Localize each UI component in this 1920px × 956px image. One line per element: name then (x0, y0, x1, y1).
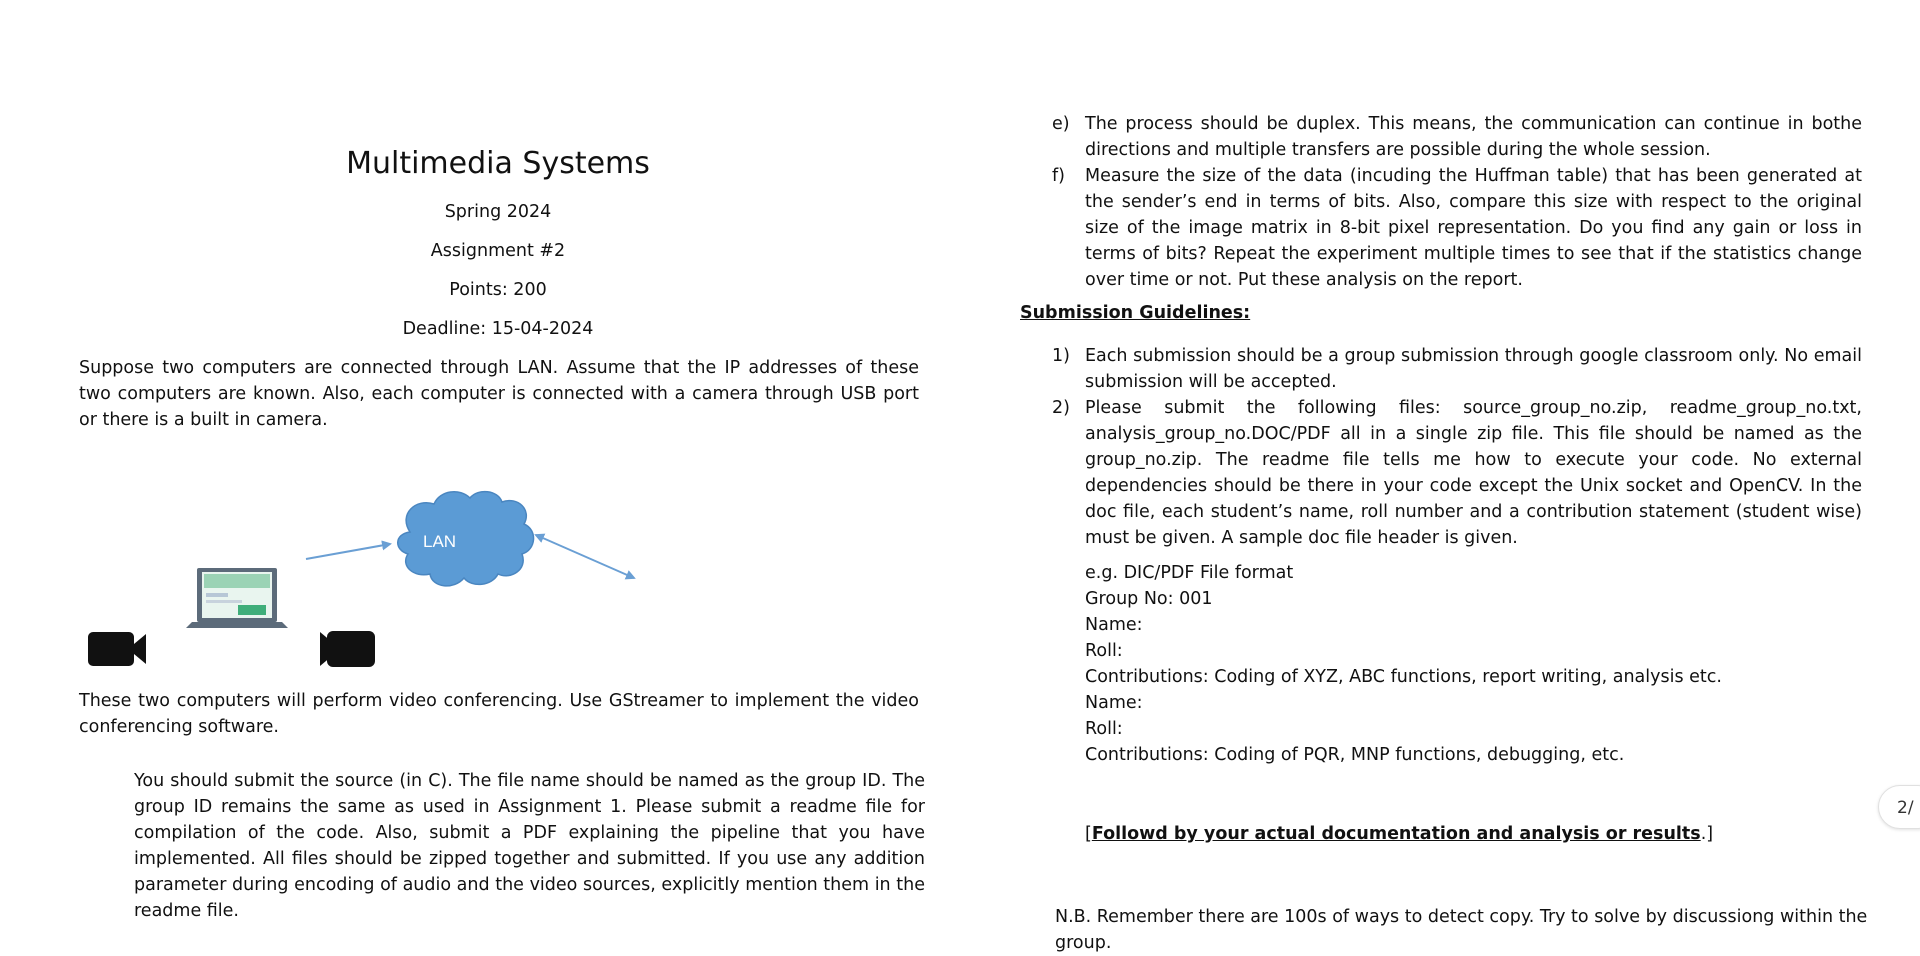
list-text: The process should be duplex. This means, the communication can continue in bothe directions and multiple transfers are possible during the whole session. (1085, 114, 1862, 160)
sample-line: Roll: (1085, 641, 1123, 661)
sample-doc-header (1085, 560, 1722, 768)
points-label: Points: 200 (449, 280, 547, 300)
sample-line: e.g. DIC/PDF File format (1085, 563, 1294, 583)
followed-by-text: Followd by your actual documentation and analysis or results (1091, 824, 1701, 844)
lan-cloud-label: LAN (423, 532, 457, 551)
followed-bracket-close: .] (1700, 824, 1714, 844)
arrow-to-lan (306, 544, 390, 559)
sample-line: Name: (1085, 693, 1143, 713)
list-marker: 1) (1052, 346, 1070, 366)
list-text: Measure the size of the data (incuding the Huffman table) that has been generated at the sender’s end in terms of bits. Also, compare this size with respect to the original size of the image matrix in 8-bit pixel representation. Do you find any gain or loss in terms of bits? Repeat the experiment multiple times to see that if the statistics change over time or not. Put these analysis on the report. (1085, 166, 1862, 290)
assignment-label: Assignment #2 (430, 241, 566, 261)
camera-icon (88, 632, 146, 666)
list-marker: e) (1052, 114, 1070, 134)
followed-by-note (1085, 821, 1713, 847)
sample-line: Roll: (1085, 719, 1123, 739)
submission-guidelines-heading: Submission Guidelines: (1020, 303, 1251, 323)
list-marker: f) (1052, 166, 1065, 186)
task-paragraph: These two computers will perform video conferencing. Use GStreamer to implement the video conferencing software. (79, 691, 919, 737)
camera-icon (320, 631, 375, 667)
semester-label: Spring 2024 (444, 202, 552, 222)
sample-line: Contributions: Coding of PQR, MNP functions, debugging, etc. (1085, 745, 1625, 765)
list-marker: 2) (1052, 398, 1070, 418)
lan-diagram (80, 480, 680, 680)
page-indicator[interactable]: 2/ (1878, 785, 1920, 829)
network-diagram-svg (80, 480, 680, 680)
list-text: Each submission should be a group submission through google classroom only. No email submission will be accepted. (1085, 346, 1862, 392)
nb-note: N.B. Remember there are 100s of ways to detect copy. Try to solve by discussiong within the group. (1055, 907, 1868, 953)
deadline-label: Deadline: 15-04-2024 (402, 319, 594, 339)
followed-bracket-open: [ (1085, 824, 1092, 844)
submission-note-paragraph: You should submit the source (in C). The file name should be named as the group ID. The group ID remains the same as used in Assignment 1. Please submit a readme file for compilation of the code. Also, submit a PDF explaining the pipeline that you have implemented. All files should be zipped together and submitted. If you use any addition parameter during encoding of audio and the video sources, explicitly mention them in the readme file. (134, 771, 925, 921)
laptop-icon (186, 568, 288, 628)
intro-paragraph: Suppose two computers are connected through LAN. Assume that the IP addresses of these two computers are known. Also, each computer is connected with a camera through USB port or there is a built in camera. (79, 358, 919, 430)
list-text: Please submit the following files: source_group_no.zip, readme_group_no.txt, analysis_group_no.DOC/PDF all in a single zip file. This file should be named as the group_no.zip. The readme file tells me how to execute your code. No external dependencies should be there in your code except the Unix socket and OpenCV. In the doc file, each student’s name, roll number and a contribution statement (student wise) must be given. A sample doc file header is given. (1085, 398, 1862, 548)
sample-line: Contributions: Coding of XYZ, ABC functions, report writing, analysis etc. (1085, 667, 1722, 687)
document-title: Multimedia Systems (346, 146, 650, 181)
lan-cloud-icon (398, 492, 534, 586)
sample-line: Name: (1085, 615, 1143, 635)
sample-line: Group No: 001 (1085, 589, 1213, 609)
arrow-to-remote (536, 535, 634, 578)
